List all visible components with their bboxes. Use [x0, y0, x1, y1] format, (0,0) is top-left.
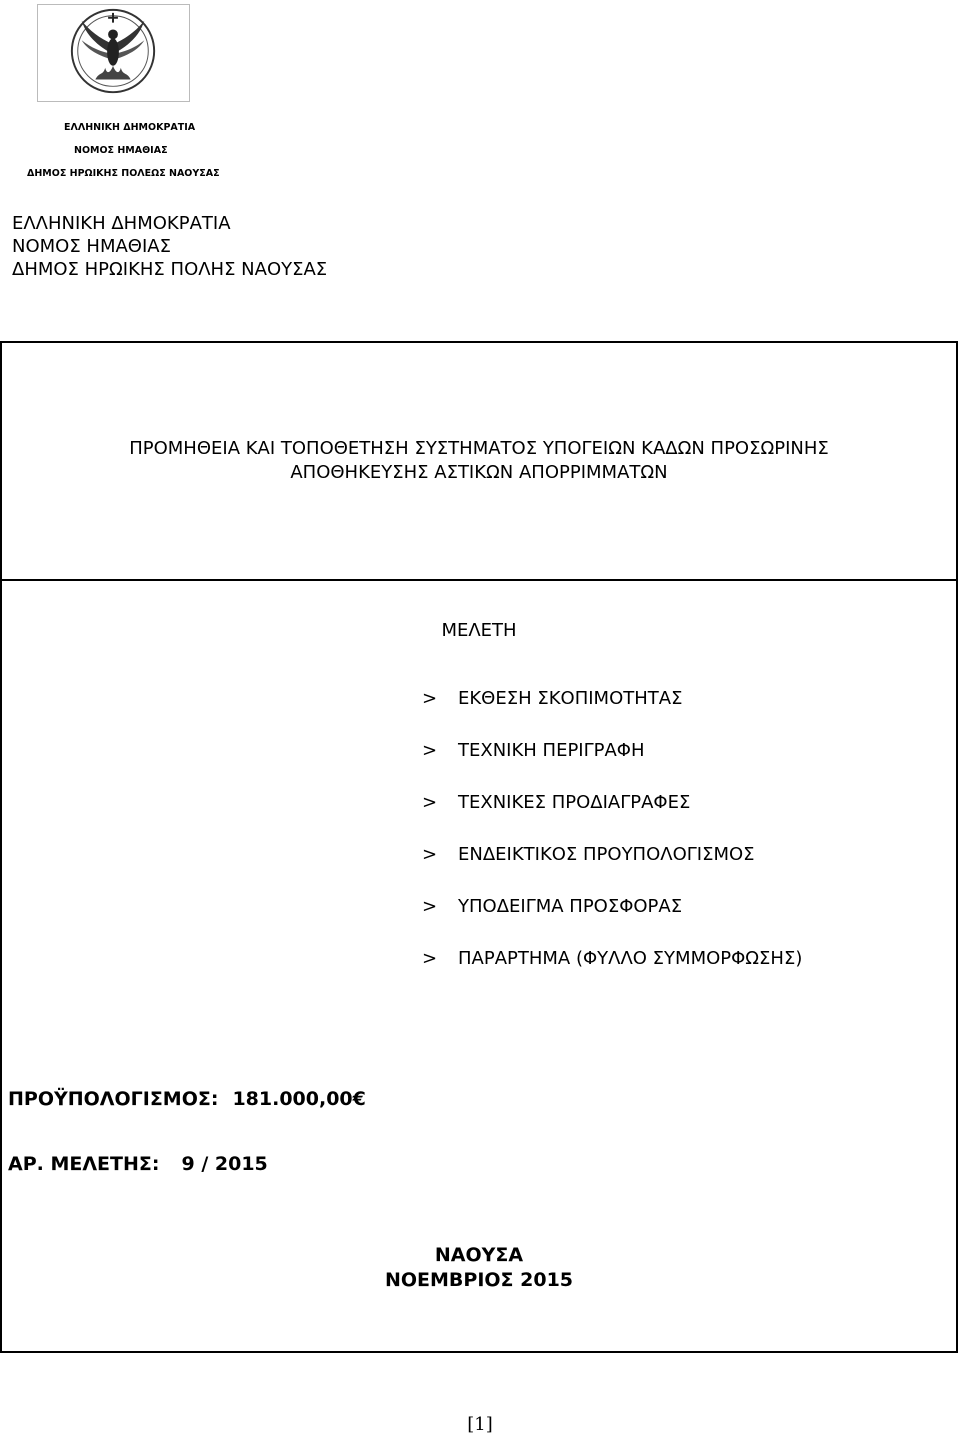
- list-item: [422, 688, 802, 740]
- section-label: ΤΕΧΝΙΚΗ ΠΕΡΙΓΡΑΦΗ: [458, 740, 645, 761]
- section-label: ΠΑΡΑΡΤΗΜΑ (ΦΥΛΛΟ ΣΥΜΜΟΡΦΩΣΗΣ): [458, 948, 803, 969]
- place-label: ΝΑΟΥΣΑ: [434, 1244, 524, 1266]
- bullet-arrow: >: [422, 896, 438, 917]
- municipality-logo: [37, 4, 190, 102]
- section-label: ΕΝΔΕΙΚΤΙΚΟΣ ΠΡΟΥΠΟΛΟΓΙΣΜΟΣ: [458, 844, 755, 865]
- logo-caption-line: ΔΗΜΟΣ ΗΡΩΙΚΗΣ ΠΟΛΕΩΣ ΝΑΟΥΣΑΣ: [27, 168, 220, 179]
- frame-divider: [2, 579, 956, 581]
- budget-value: 181.000,00€: [232, 1088, 366, 1110]
- list-item: [422, 792, 802, 844]
- study-sections-list: [422, 688, 802, 1000]
- bullet-arrow: >: [422, 948, 438, 969]
- list-item: [422, 896, 802, 948]
- section-label: ΤΕΧΝΙΚΕΣ ΠΡΟΔΙΑΓΡΑΦΕΣ: [458, 792, 691, 813]
- list-item: [422, 844, 802, 896]
- bullet-arrow: >: [422, 688, 438, 709]
- cover-frame: [0, 341, 958, 1353]
- bullet-arrow: >: [422, 740, 438, 761]
- budget-line: [8, 1088, 366, 1110]
- project-title-line: ΠΡΟΜΗΘΕΙΑ ΚΑΙ ΤΟΠΟΘΕΤΗΣΗ ΣΥΣΤΗΜΑΤΟΣ ΥΠΟΓΕΙΩΝ ΚΑΔΩΝ ΠΡΟΣΩΡΙΝΗΣ: [129, 438, 829, 459]
- header-line: ΝΟΜΟΣ ΗΜΑΘΙΑΣ: [12, 236, 171, 257]
- header-line: ΕΛΛΗΝΙΚΗ ΔΗΜΟΚΡΑΤΙΑ: [12, 213, 231, 234]
- page-number: [1]: [467, 1414, 493, 1435]
- phoenix-emblem-icon: [38, 5, 189, 101]
- header-line: ΔΗΜΟΣ ΗΡΩΙΚΗΣ ΠΟΛΗΣ ΝΑΟΥΣΑΣ: [12, 259, 328, 280]
- project-title-line: ΑΠΟΘΗΚΕΥΣΗΣ ΑΣΤΙΚΩΝ ΑΠΟΡΡΙΜΜΑΤΩΝ: [290, 462, 668, 483]
- study-label: ΜΕΛΕΤΗ: [441, 620, 517, 641]
- project-title: [2, 437, 956, 485]
- study-number-line: [8, 1153, 268, 1175]
- section-label: ΥΠΟΔΕΙΓΜΑ ΠΡΟΣΦΟΡΑΣ: [458, 896, 683, 917]
- logo-caption-line: ΝΟΜΟΣ ΗΜΑΘΙΑΣ: [74, 145, 168, 156]
- list-item: [422, 948, 802, 1000]
- bullet-arrow: >: [422, 844, 438, 865]
- budget-label: ΠΡΟΫΠΟΛΟΓΙΣΜΟΣ:: [8, 1088, 219, 1110]
- date-label: ΝΟΕΜΒΡΙΟΣ 2015: [384, 1269, 574, 1291]
- logo-caption-line: ΕΛΛΗΝΙΚΗ ΔΗΜΟΚΡΑΤΙΑ: [64, 122, 196, 133]
- section-label: ΕΚΘΕΣΗ ΣΚΟΠΙΜΟΤΗΤΑΣ: [458, 688, 683, 709]
- study-number-label: ΑΡ. ΜΕΛΕΤΗΣ:: [8, 1153, 160, 1175]
- document-header: [12, 212, 327, 281]
- bullet-arrow: >: [422, 792, 438, 813]
- place-date: [2, 1243, 956, 1293]
- study-number-value: 9 / 2015: [181, 1153, 268, 1175]
- list-item: [422, 740, 802, 792]
